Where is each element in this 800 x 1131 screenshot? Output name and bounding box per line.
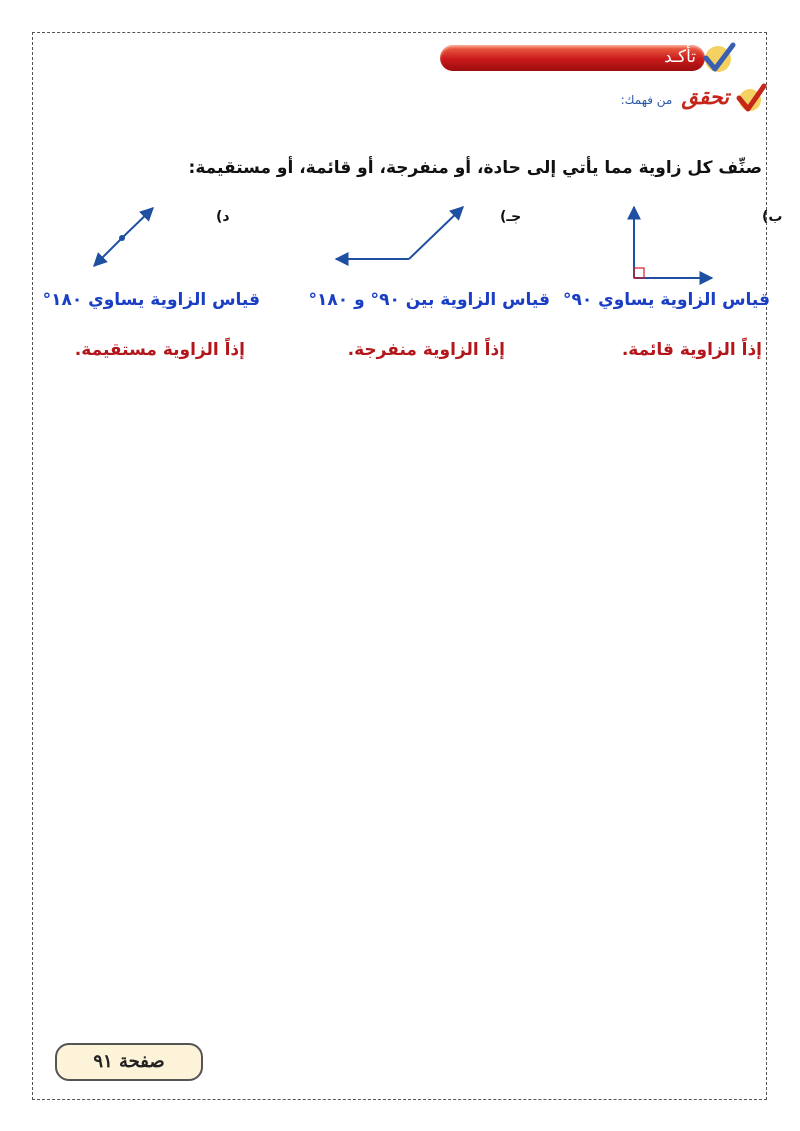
instruction-text: صنِّف كل زاوية مما يأتي إلى حادة، أو منفرجة، أو قائمة، أو مستقيمة: bbox=[188, 158, 762, 178]
subheading-main: تحقق bbox=[681, 84, 729, 109]
item-letter-c: جـ) bbox=[500, 209, 522, 225]
item-letter-b: ب) bbox=[762, 209, 783, 225]
angle-diagrams bbox=[0, 195, 800, 295]
page-border bbox=[32, 32, 767, 1100]
subheading-text bbox=[621, 84, 729, 109]
answer-measure-d: قياس الزاوية يساوي ١٨٠° bbox=[42, 290, 260, 310]
answer-conclusion-c: إذاً الزاوية منفرجة. bbox=[347, 340, 505, 360]
answer-measure-c: قياس الزاوية بين ٩٠° و ١٨٠° bbox=[308, 290, 550, 310]
item-letter-d: د) bbox=[216, 209, 230, 225]
straight-angle-figure bbox=[94, 208, 153, 266]
page-number: صفحة ٩١ bbox=[93, 1051, 165, 1072]
subheading bbox=[547, 80, 767, 114]
obtuse-angle-figure bbox=[336, 207, 463, 259]
subheading-rest: من فهمك: bbox=[620, 93, 673, 107]
right-angle-marker bbox=[634, 268, 644, 278]
page-number-box bbox=[55, 1043, 203, 1081]
checkmark-icon bbox=[700, 40, 736, 76]
answer-conclusion-d: إذاً الزاوية مستقيمة. bbox=[74, 340, 245, 360]
answer-measure-b: قياس الزاوية يساوي ٩٠° bbox=[562, 290, 770, 310]
right-angle-figure bbox=[634, 207, 712, 278]
answer-conclusion-b: إذاً الزاوية قائمة. bbox=[621, 340, 762, 360]
checkmark-icon bbox=[735, 82, 767, 114]
section-banner bbox=[440, 40, 736, 76]
vertex-point bbox=[119, 235, 125, 241]
banner-title: تأكـد bbox=[664, 47, 696, 67]
